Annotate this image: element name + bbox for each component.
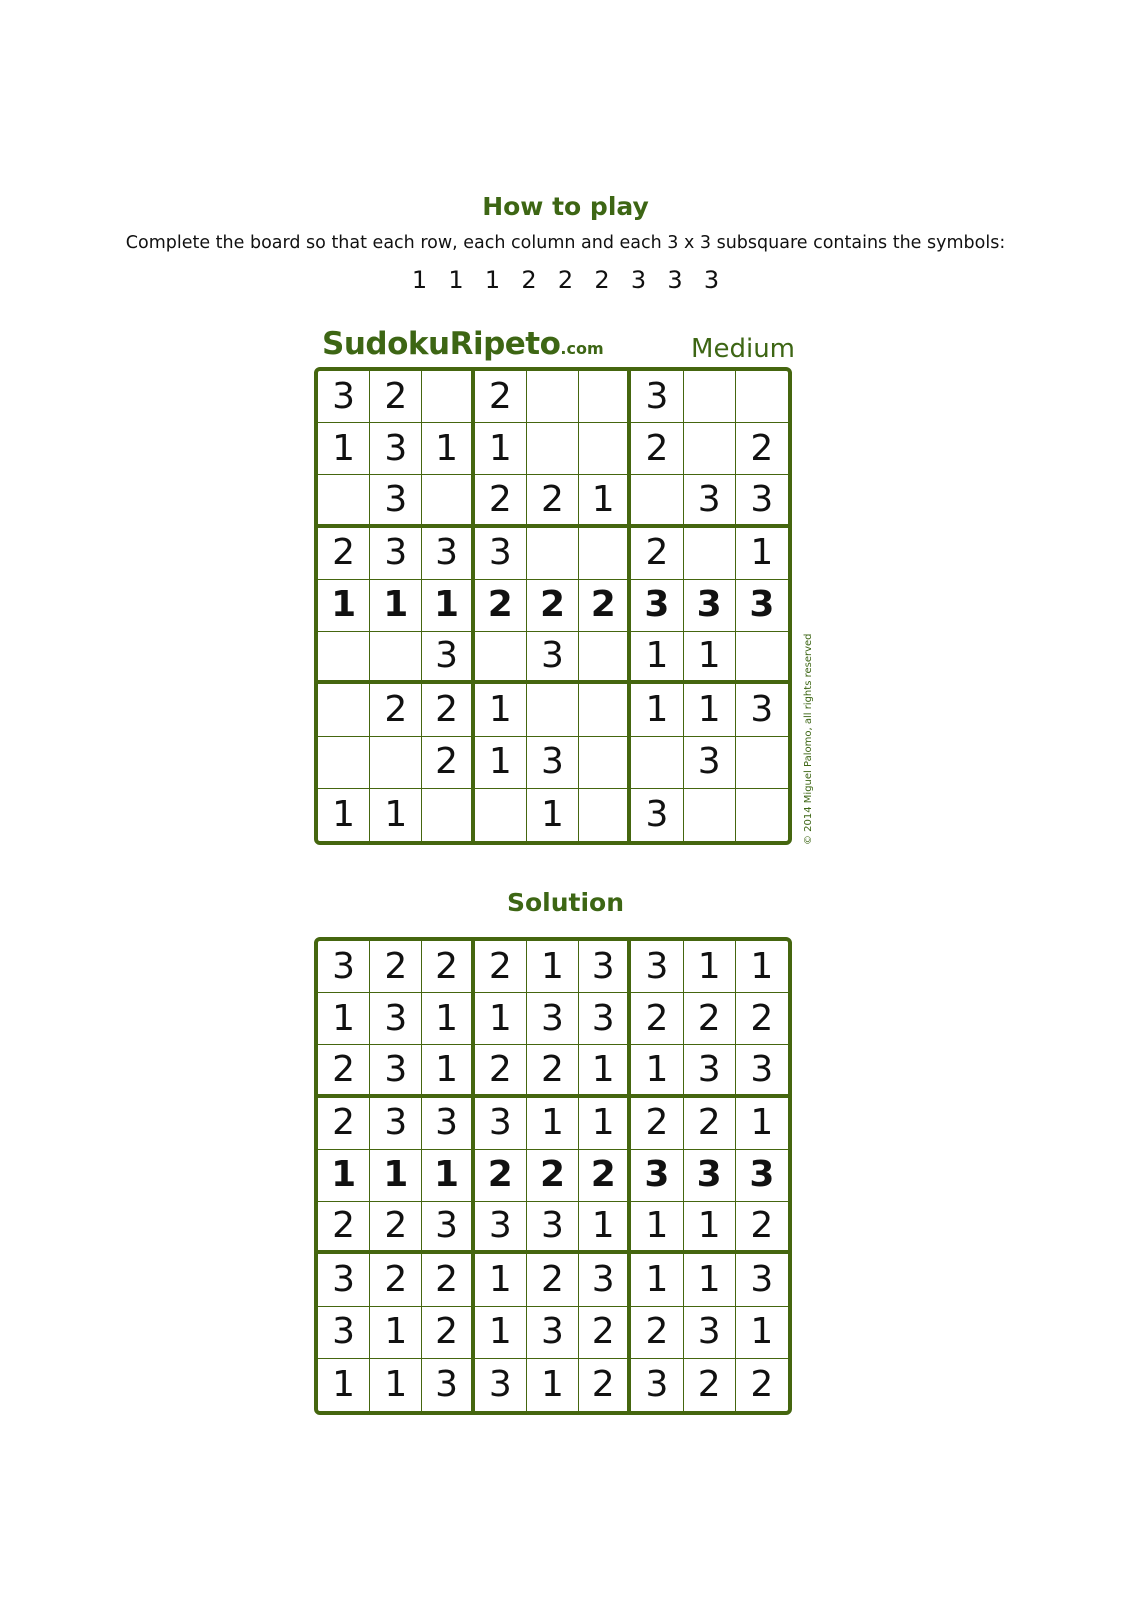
solution-cell: 2 xyxy=(370,941,422,993)
puzzle-cell: 3 xyxy=(736,580,788,632)
solution-cell: 1 xyxy=(684,1254,736,1306)
puzzle-cell[interactable] xyxy=(422,789,474,841)
puzzle-cell: 2 xyxy=(422,684,474,736)
puzzle-cell[interactable] xyxy=(318,475,370,527)
solution-cell: 3 xyxy=(422,1098,474,1150)
brand-logo xyxy=(322,326,604,362)
copyright-text: © 2014 Miguel Palomo, all rights reserved xyxy=(803,633,814,845)
puzzle-cell[interactable] xyxy=(370,632,422,684)
puzzle-cell[interactable] xyxy=(579,423,631,475)
solution-cell: 2 xyxy=(422,1307,474,1359)
solution-cell: 3 xyxy=(370,1098,422,1150)
puzzle-cell: 3 xyxy=(475,528,527,580)
puzzle-cell: 2 xyxy=(631,423,683,475)
puzzle-cell[interactable] xyxy=(422,475,474,527)
solution-cell: 1 xyxy=(475,1307,527,1359)
puzzle-cell[interactable] xyxy=(631,737,683,789)
solution-cell: 2 xyxy=(684,1098,736,1150)
solution-cell: 2 xyxy=(750,1363,774,1405)
puzzle-board xyxy=(314,367,792,845)
solution-cell: 1 xyxy=(736,941,788,993)
puzzle-cell[interactable] xyxy=(475,789,527,841)
solution-cell: 1 xyxy=(527,941,579,993)
solution-cell: 1 xyxy=(370,1307,422,1359)
puzzle-cell: 3 xyxy=(684,475,736,527)
puzzle-cell: 1 xyxy=(475,423,527,475)
solution-cell: 3 xyxy=(422,1202,474,1254)
solution-cell: 1 xyxy=(527,1359,579,1411)
puzzle-cell: 2 xyxy=(318,528,370,580)
puzzle-cell: 1 xyxy=(318,789,370,841)
puzzle-cell: 1 xyxy=(579,475,631,527)
brand-name: SudokuRipeto xyxy=(322,326,561,362)
solution-title: Solution xyxy=(506,888,625,917)
puzzle-cell: 3 xyxy=(631,580,683,632)
puzzle-cell: 3 xyxy=(422,632,474,684)
puzzle-cell: 2 xyxy=(631,528,683,580)
solution-cell: 2 xyxy=(684,1359,736,1411)
puzzle-cell: 1 xyxy=(684,684,736,736)
puzzle-cell: 3 xyxy=(736,475,788,527)
solution-cell: 3 xyxy=(370,993,422,1045)
solution-cell: 1 xyxy=(684,1202,736,1254)
solution-cell: 3 xyxy=(318,941,370,993)
solution-cell: 2 xyxy=(579,1307,631,1359)
brand-suffix: .com xyxy=(560,339,604,358)
solution-cell: 3 xyxy=(318,1307,370,1359)
solution-cell: 1 xyxy=(370,1150,422,1202)
solution-cell: 1 xyxy=(318,993,370,1045)
puzzle-cell: 2 xyxy=(736,423,788,475)
difficulty-label: Medium xyxy=(691,334,795,364)
solution-cell: 2 xyxy=(736,993,788,1045)
solution-cell: 1 xyxy=(631,1045,683,1097)
solution-cell: 2 xyxy=(370,1202,422,1254)
puzzle-cell[interactable] xyxy=(527,423,579,475)
puzzle-cell: 3 xyxy=(631,371,683,423)
puzzle-cell: 3 xyxy=(631,789,683,841)
puzzle-cell: 1 xyxy=(631,684,683,736)
puzzle-cell[interactable] xyxy=(579,371,631,423)
puzzle-cell[interactable] xyxy=(318,737,370,789)
puzzle-cell: 2 xyxy=(422,737,474,789)
solution-cell: 3 xyxy=(736,1254,788,1306)
solution-cell: 1 xyxy=(370,1359,422,1411)
solution-cell: 1 xyxy=(736,1307,788,1359)
puzzle-cell[interactable] xyxy=(736,737,788,789)
solution-cell: 2 xyxy=(527,1150,579,1202)
solution-cell: 3 xyxy=(475,1359,527,1411)
solution-cell: 3 xyxy=(684,1307,736,1359)
puzzle-cell[interactable] xyxy=(631,475,683,527)
puzzle-cell: 3 xyxy=(422,528,474,580)
solution-cell: 3 xyxy=(736,1045,788,1097)
symbol: 1 xyxy=(411,266,428,294)
solution-cell: 1 xyxy=(736,1098,788,1150)
solution-cell: 2 xyxy=(475,1150,527,1202)
puzzle-cell[interactable] xyxy=(422,371,474,423)
solution-cell: 3 xyxy=(527,1307,579,1359)
solution-cell: 2 xyxy=(422,941,474,993)
solution-cell: 2 xyxy=(527,1045,579,1097)
solution-cell: 2 xyxy=(631,1098,683,1150)
solution-cell: 3 xyxy=(684,1045,736,1097)
solution-cell: 2 xyxy=(527,1254,579,1306)
solution-cell: 1 xyxy=(318,1150,370,1202)
puzzle-cell[interactable] xyxy=(684,789,736,841)
puzzle-cell: 1 xyxy=(422,423,474,475)
solution-cell: 2 xyxy=(318,1098,370,1150)
puzzle-cell[interactable] xyxy=(475,632,527,684)
solution-cell: 3 xyxy=(631,1150,683,1202)
solution-cell: 1 xyxy=(475,993,527,1045)
puzzle-cell[interactable] xyxy=(318,684,370,736)
puzzle-cell: 3 xyxy=(370,423,422,475)
solution-cell: 3 xyxy=(475,1202,527,1254)
puzzle-cell: 2 xyxy=(475,580,527,632)
puzzle-cell: 2 xyxy=(527,580,579,632)
puzzle-cell: 3 xyxy=(527,737,579,789)
solution-cell: 3 xyxy=(736,1150,788,1202)
solution-cell: 3 xyxy=(318,1254,370,1306)
solution-cell: 3 xyxy=(370,1045,422,1097)
solution-cell: 3 xyxy=(684,1150,736,1202)
puzzle-cell: 3 xyxy=(736,684,788,736)
symbol: 2 xyxy=(594,266,610,294)
puzzle-cell: 2 xyxy=(475,371,527,423)
puzzle-cell[interactable] xyxy=(527,684,579,736)
puzzle-cell: 1 xyxy=(370,580,422,632)
puzzle-cell: 3 xyxy=(318,371,370,423)
symbol: 1 xyxy=(484,266,501,294)
puzzle-cell: 3 xyxy=(370,475,422,527)
solution-cell: 2 xyxy=(475,1045,527,1097)
symbol: 3 xyxy=(630,266,647,294)
puzzle-cell: 1 xyxy=(475,737,527,789)
puzzle-cell: 3 xyxy=(684,737,736,789)
solution-cell: 3 xyxy=(579,941,631,993)
solution-cell: 3 xyxy=(579,1254,631,1306)
puzzle-cell: 3 xyxy=(684,580,736,632)
solution-cell: 1 xyxy=(631,1202,683,1254)
puzzle-cell: 2 xyxy=(527,475,579,527)
solution-cell: 1 xyxy=(422,1150,474,1202)
puzzle-cell[interactable] xyxy=(370,737,422,789)
symbol: 2 xyxy=(557,266,574,294)
solution-cell: 1 xyxy=(422,993,474,1045)
solution-cell: 2 xyxy=(370,1254,422,1306)
puzzle-cell: 2 xyxy=(579,580,631,632)
solution-cell: 2 xyxy=(631,993,683,1045)
puzzle-cell[interactable] xyxy=(684,371,736,423)
puzzle-cell[interactable] xyxy=(527,371,579,423)
solution-cell: 2 xyxy=(318,1202,370,1254)
solution-cell: 2 xyxy=(475,941,527,993)
solution-cell: 1 xyxy=(318,1359,370,1411)
solution-cell: 1 xyxy=(579,1098,631,1150)
symbol: 2 xyxy=(521,266,537,294)
solution-cell: 2 xyxy=(684,993,736,1045)
puzzle-cell[interactable] xyxy=(579,528,631,580)
puzzle-cell: 2 xyxy=(370,684,422,736)
puzzle-cell: 2 xyxy=(475,475,527,527)
symbol: 3 xyxy=(667,266,683,294)
puzzle-cell: 1 xyxy=(527,789,579,841)
solution-cell: 1 xyxy=(527,1098,579,1150)
puzzle-cell: 1 xyxy=(684,632,736,684)
solution-cell: 1 xyxy=(579,1045,631,1097)
puzzle-cell: 1 xyxy=(631,632,683,684)
solution-cell: 3 xyxy=(579,993,631,1045)
puzzle-cell[interactable] xyxy=(579,737,631,789)
solution-cell: 2 xyxy=(631,1307,683,1359)
solution-cell: 3 xyxy=(422,1359,474,1411)
symbol: 3 xyxy=(703,266,720,294)
solution-cell: 2 xyxy=(736,1202,788,1254)
solution-cell: 1 xyxy=(475,1254,527,1306)
puzzle-cell: 1 xyxy=(318,580,370,632)
puzzle-cell[interactable] xyxy=(527,528,579,580)
how-to-play-title: How to play xyxy=(482,192,649,221)
solution-cell: 3 xyxy=(631,1359,683,1411)
solution-cell: 3 xyxy=(527,1202,579,1254)
solution-cell: 1 xyxy=(579,1202,631,1254)
puzzle-cell[interactable] xyxy=(684,423,736,475)
puzzle-cell: 3 xyxy=(527,632,579,684)
solution-cell: 2 xyxy=(579,1359,631,1411)
puzzle-cell[interactable] xyxy=(579,789,631,841)
solution-cell: 2 xyxy=(422,1254,474,1306)
puzzle-cell[interactable] xyxy=(736,632,788,684)
puzzle-cell: 1 xyxy=(736,528,788,580)
puzzle-cell[interactable] xyxy=(684,528,736,580)
solution-cell: 2 xyxy=(579,1150,631,1202)
puzzle-cell: 1 xyxy=(475,684,527,736)
solution-board xyxy=(314,937,792,1415)
solution-cell: 1 xyxy=(631,1254,683,1306)
puzzle-cell[interactable] xyxy=(579,632,631,684)
puzzle-cell: 3 xyxy=(370,528,422,580)
puzzle-cell[interactable] xyxy=(736,789,788,841)
solution-cell: 3 xyxy=(527,993,579,1045)
instructions-text: Complete the board so that each row, each column and each 3 x 3 subsquare contains the symbols: xyxy=(125,233,1006,253)
symbols-list xyxy=(0,266,1131,294)
solution-cell: 3 xyxy=(475,1098,527,1150)
puzzle-cell[interactable] xyxy=(736,371,788,423)
puzzle-cell[interactable] xyxy=(579,684,631,736)
puzzle-cell[interactable] xyxy=(318,632,370,684)
puzzle-cell: 2 xyxy=(370,371,422,423)
solution-cell: 2 xyxy=(318,1045,370,1097)
solution-cell: 3 xyxy=(631,941,683,993)
solution-cell: 1 xyxy=(684,941,736,993)
puzzle-cell: 1 xyxy=(370,789,422,841)
symbol: 1 xyxy=(448,266,464,294)
puzzle-cell: 1 xyxy=(422,580,474,632)
puzzle-cell: 1 xyxy=(318,423,370,475)
solution-cell: 1 xyxy=(422,1045,474,1097)
